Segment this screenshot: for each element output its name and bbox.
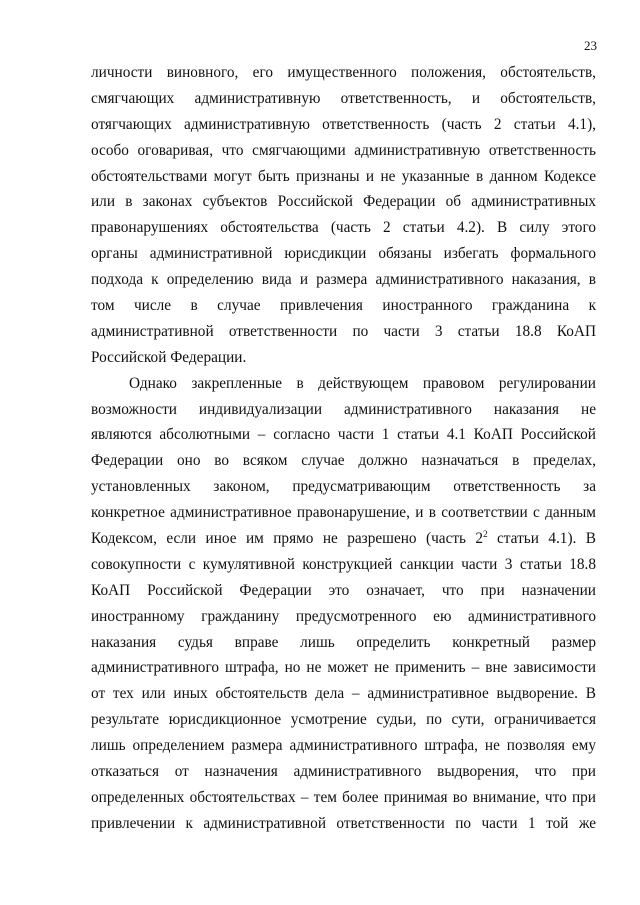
text-line: отказаться от назначения административного выдворения, что при [91,763,596,781]
text-segment: Кодексом, если иное им прямо не разрешено (часть 2 [91,530,484,548]
text-line-with-superscript [91,526,596,552]
text-line: том числе в случае привлечения иностранного гражданина к [91,297,596,315]
text-line: лишь определением размера административного штрафа, не позволяя ему [91,737,596,755]
text-line: или в законах субъектов Российской Федерации об административных [91,193,596,211]
text-line: наказания судья вправе лишь определить конкретный размер [91,633,596,651]
text-line: органы административной юрисдикции обязаны избегать формального [91,245,596,263]
text-line: результате юрисдикционное усмотрение судьи, по сути, ограничивается [91,711,596,729]
text-line: смягчающих административную ответственность, и обстоятельств, [91,89,596,107]
text-line: конкретное административное правонарушение, и в соответствии с данным [91,504,596,522]
text-line: определенных обстоятельствах – тем более принимая во внимание, что при [91,788,596,806]
text-line: совокупности с кумулятивной конструкцией санкции части 3 статьи 18.8 [91,555,596,573]
body-text [91,60,596,837]
text-line: личности виновного, его имущественного положения, обстоятельств, [91,64,596,81]
page-number: 23 [584,38,597,53]
text-line: Российской Федерации. [91,348,247,366]
text-line: административной ответственности по части 3 статьи 18.8 КоАП [91,322,596,340]
text-line: подхода к определению вида и размера административного наказания, в [91,271,596,289]
text-line: обстоятельствами могут быть признаны и не указанные в данном Кодексе [91,167,596,185]
text-line: возможности индивидуализации административного наказания не [91,400,596,418]
text-line: являются абсолютными – согласно части 1 статьи 4.1 КоАП Российской [91,426,596,444]
text-line: привлечении к административной ответственности по части 1 той же [91,814,596,832]
text-line: Однако закрепленные в действующем правовом регулировании [129,374,596,392]
text-line: особо оговаривая, что смягчающими административную ответственность [91,141,596,159]
superscript: 2 [483,529,488,540]
text-line: Федерации оно во всяком случае должно назначаться в пределах, [91,452,596,470]
text-line: иностранному гражданину предусмотренного ею административного [91,607,596,625]
text-line: правонарушениях обстоятельства (часть 2 статьи 4.2). В силу этого [91,219,596,237]
text-line: административного штрафа, но не может не применить – вне зависимости [91,659,596,677]
text-segment: статьи 4.1). В [487,530,596,548]
text-line: отягчающих административную ответственность (часть 2 статьи 4.1), [91,115,596,133]
text-line: от тех или иных обстоятельств дела – административное выдворение. В [91,685,596,703]
text-line: КоАП Российской Федерации это означает, что при назначении [91,581,596,599]
text-line: установленных законом, предусматривающим ответственность за [91,478,596,496]
